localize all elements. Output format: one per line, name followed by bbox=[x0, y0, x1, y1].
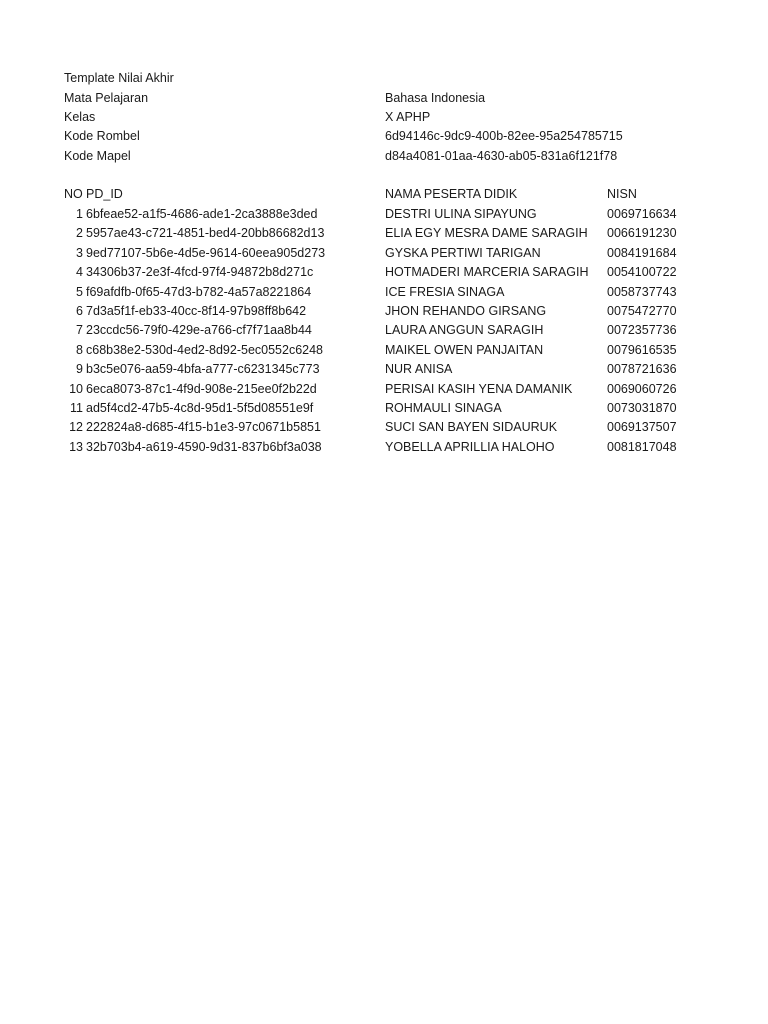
row-no: 10 bbox=[69, 382, 83, 396]
document-title: Template Nilai Akhir bbox=[64, 71, 174, 85]
row-nama: YOBELLA APRILLIA HALOHO bbox=[385, 440, 555, 454]
row-no: 8 bbox=[76, 343, 83, 357]
row-pd-id: 9ed77107-5b6e-4d5e-9614-60eea905d273 bbox=[86, 246, 326, 260]
row-nisn: 0054100722 bbox=[607, 265, 677, 279]
row-no: 4 bbox=[76, 265, 83, 279]
row-nama: ROHMAULI SINAGA bbox=[385, 401, 502, 415]
row-nama: MAIKEL OWEN PANJAITAN bbox=[385, 343, 544, 357]
row-nama: PERISAI KASIH YENA DAMANIK bbox=[385, 382, 573, 396]
row-nama: NUR ANISA bbox=[385, 362, 453, 376]
row-nama: SUCI SAN BAYEN SIDAURUK bbox=[385, 420, 558, 434]
field-label-kelas: Kelas bbox=[64, 110, 96, 124]
field-value-kelas: X APHP bbox=[385, 110, 431, 124]
row-no: 7 bbox=[76, 323, 83, 337]
row-nisn: 0078721636 bbox=[607, 362, 677, 376]
row-pd-id: b3c5e076-aa59-4bfa-a777-c6231345c773 bbox=[86, 362, 320, 376]
row-no: 11 bbox=[70, 401, 83, 415]
row-nisn: 0072357736 bbox=[607, 323, 677, 337]
row-nama: ELIA EGY MESRA DAME SARAGIH bbox=[385, 226, 588, 240]
row-nisn: 0079616535 bbox=[607, 343, 677, 357]
row-pd-id: f69afdfb-0f65-47d3-b782-4a57a8221864 bbox=[86, 285, 312, 299]
row-nama: JHON REHANDO GIRSANG bbox=[385, 304, 547, 318]
field-value-kode-mapel: d84a4081-01aa-4630-ab05-831a6f121f78 bbox=[385, 149, 618, 163]
row-nama: LAURA ANGGUN SARAGIH bbox=[385, 323, 544, 337]
row-nama: DESTRI ULINA SIPAYUNG bbox=[385, 207, 537, 221]
column-header-nama: NAMA PESERTA DIDIK bbox=[385, 187, 518, 201]
field-value-kode-rombel: 6d94146c-9dc9-400b-82ee-95a254785715 bbox=[385, 129, 623, 143]
row-pd-id: ad5f4cd2-47b5-4c8d-95d1-5f5d08551e9f bbox=[86, 401, 314, 415]
row-nama: GYSKA PERTIWI TARIGAN bbox=[385, 246, 541, 260]
field-label-kode-rombel: Kode Rombel bbox=[64, 129, 140, 143]
row-nisn: 0069716634 bbox=[607, 207, 677, 221]
row-pd-id: 6eca8073-87c1-4f9d-908e-215ee0f2b22d bbox=[86, 382, 317, 396]
row-nisn: 0081817048 bbox=[607, 440, 677, 454]
row-nama: ICE FRESIA SINAGA bbox=[385, 285, 505, 299]
row-nisn: 0066191230 bbox=[607, 226, 677, 240]
field-label-mata-pelajaran: Mata Pelajaran bbox=[64, 91, 149, 105]
row-pd-id: 222824a8-d685-4f15-b1e3-97c0671b5851 bbox=[86, 420, 321, 434]
row-no: 6 bbox=[76, 304, 83, 318]
row-nisn: 0058737743 bbox=[607, 285, 677, 299]
row-pd-id: 34306b37-2e3f-4fcd-97f4-94872b8d271c bbox=[86, 265, 314, 279]
row-pd-id: 6bfeae52-a1f5-4686-ade1-2ca3888e3ded bbox=[86, 207, 318, 221]
row-no: 13 bbox=[69, 440, 83, 454]
row-nisn: 0073031870 bbox=[607, 401, 677, 415]
row-no: 12 bbox=[69, 420, 83, 434]
row-nisn: 0084191684 bbox=[607, 246, 677, 260]
row-pd-id: 32b703b4-a619-4590-9d31-837b6bf3a038 bbox=[86, 440, 322, 454]
row-nama: HOTMADERI MARCERIA SARAGIH bbox=[385, 265, 589, 279]
row-pd-id: 5957ae43-c721-4851-bed4-20bb86682d13 bbox=[86, 226, 325, 240]
row-nisn: 0069137507 bbox=[607, 420, 677, 434]
row-pd-id: 7d3a5f1f-eb33-40cc-8f14-97b98ff8b642 bbox=[86, 304, 307, 318]
column-header-no: NO bbox=[64, 187, 83, 201]
row-no: 2 bbox=[76, 226, 83, 240]
field-value-mata-pelajaran: Bahasa Indonesia bbox=[385, 91, 486, 105]
row-pd-id: 23ccdc56-79f0-429e-a766-cf7f71aa8b44 bbox=[86, 323, 312, 337]
row-no: 5 bbox=[76, 285, 83, 299]
row-no: 3 bbox=[76, 246, 83, 260]
column-header-nisn: NISN bbox=[607, 187, 637, 201]
row-nisn: 0075472770 bbox=[607, 304, 677, 318]
row-pd-id: c68b38e2-530d-4ed2-8d92-5ec0552c6248 bbox=[86, 343, 324, 357]
row-no: 9 bbox=[76, 362, 83, 376]
field-label-kode-mapel: Kode Mapel bbox=[64, 149, 131, 163]
column-header-pd-id: PD_ID bbox=[86, 187, 123, 201]
row-nisn: 0069060726 bbox=[607, 382, 677, 396]
row-no: 1 bbox=[76, 207, 83, 221]
